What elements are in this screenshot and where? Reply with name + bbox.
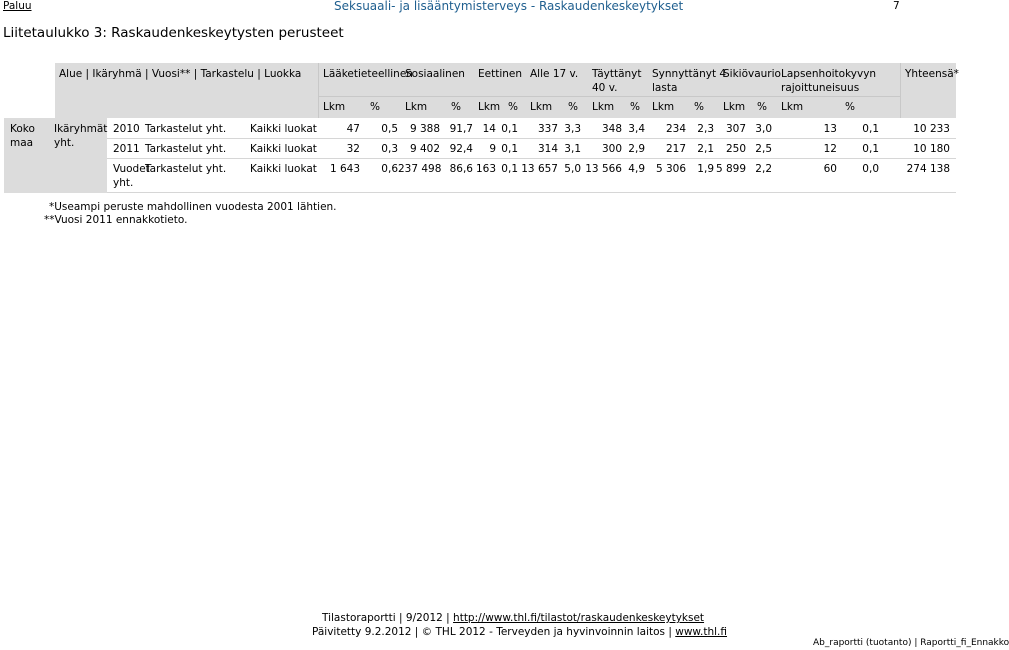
col-header-synnyttanyt-line2: lasta [652,82,678,94]
col-header-tayttanyt-40: Täyttänyt [592,68,642,80]
cell-value: 234 [665,123,686,135]
page-title: Liitetaulukko 3: Raskaudenkeskeytysten perusteet [3,25,344,41]
cell-value: 0,1 [501,163,518,175]
row-view: Tarkastelut yht. [145,143,227,155]
cell-value: 4,9 [628,163,645,175]
row-class: Kaikki luokat [250,143,317,155]
row-year: 2010 [113,123,140,135]
cell-value: 5 306 [655,163,686,175]
cell-value: 13 566 [585,163,622,175]
row-class: Kaikki luokat [250,123,317,135]
cell-value: 300 [601,143,622,155]
header-divider [900,63,901,118]
cell-value: 1 643 [329,163,360,175]
row-divider [107,138,956,139]
subheader-lkm: Lkm [323,101,346,113]
cell-value: 3,1 [564,143,581,155]
col-header-lapsenhoitokyky: Lapsenhoitokyvyn [781,68,877,80]
cell-value: 86,6 [449,163,473,175]
cell-value: 2,5 [755,143,772,155]
age-group-label: Ikäryhmät [54,123,108,135]
cell-value: 2,9 [628,143,645,155]
cell-total: 274 138 [906,163,950,175]
cell-value: 163 [475,163,496,175]
subheader-pct: % [630,101,640,113]
back-link[interactable]: Paluu [3,0,32,12]
footer-updated-info: Päivitetty 9.2.2012 | © THL 2012 - Terveyden ja hyvinvoinnin laitos | [312,626,676,638]
cell-value: 2,2 [755,163,772,175]
cell-value: 250 [725,143,746,155]
cell-value: 0,3 [381,143,398,155]
subheader-lkm: Lkm [723,101,746,113]
page-subtitle: Seksuaali- ja lisääntymisterveys - Raskaudenkeskeytykset [334,0,684,13]
footnote-preliminary: **Vuosi 2011 ennakkotieto. [44,214,188,226]
footer-report-id: Ab_raportti (tuotanto) | Raportti_fi_Ennakko [813,638,1009,648]
cell-value: 0,1 [862,143,879,155]
header-divider [318,63,319,118]
cell-value: 13 [823,123,837,135]
row-divider [107,192,956,193]
cell-value: 307 [725,123,746,135]
subheader-lkm: Lkm [652,101,675,113]
col-header-yhteensa: Yhteensä* [905,68,959,80]
cell-value: 32 [346,143,360,155]
cell-total: 10 233 [913,123,950,135]
col-header-alle-17: Alle 17 v. [530,68,579,80]
footer-stats-link[interactable]: http://www.thl.fi/tilastot/raskaudenkeskeytykset [453,612,705,624]
subheader-pct: % [568,101,578,113]
col-header-sosiaalinen: Sosiaalinen [405,68,465,80]
cell-value: 12 [823,143,837,155]
subheader-pct: % [757,101,767,113]
cell-value: 2,3 [697,123,714,135]
footer-line-2 [312,626,727,638]
cell-value: 5,0 [564,163,581,175]
cell-value: 5 899 [715,163,746,175]
col-header-tayttanyt-40-line2: 40 v. [592,82,618,94]
row-year-line2: yht. [113,177,134,189]
col-header-synnyttanyt: Synnyttänyt 4 [652,68,727,80]
cell-value: 92,4 [449,143,473,155]
footnote-multiple-grounds: *Useampi peruste mahdollinen vuodesta 2001 lähtien. [49,201,337,213]
row-class: Kaikki luokat [250,163,317,175]
dimension-header: Alue | Ikäryhmä | Vuosi** | Tarkastelu | Luokka [59,68,302,80]
area-label-line2: maa [10,137,34,149]
cell-value: 0,5 [381,123,398,135]
subheader-pct: % [508,101,518,113]
row-view: Tarkastelut yht. [145,123,227,135]
cell-value: 2,1 [697,143,714,155]
cell-value: 0,1 [501,123,518,135]
cell-value: 60 [823,163,837,175]
col-header-eettinen: Eettinen [478,68,523,80]
cell-value: 237 498 [398,163,442,175]
cell-value: 0,6 [381,163,398,175]
cell-total: 10 180 [913,143,950,155]
header-divider [318,96,900,97]
cell-value: 3,4 [628,123,645,135]
cell-value: 47 [346,123,360,135]
cell-value: 3,3 [564,123,581,135]
cell-value: 9 [489,143,496,155]
subheader-lkm: Lkm [405,101,428,113]
subheader-pct: % [845,101,855,113]
age-group-label-line2: yht. [54,137,75,149]
subheader-lkm: Lkm [592,101,615,113]
subheader-pct: % [370,101,380,113]
col-header-sikiovaurio: Sikiövaurio [723,68,781,80]
cell-value: 0,1 [862,123,879,135]
subheader-pct: % [694,101,704,113]
row-year: Vuodet [113,163,150,175]
area-label: Koko [10,123,35,135]
page-number: 7 [893,0,900,12]
row-view: Tarkastelut yht. [145,163,227,175]
footer-thl-link[interactable]: www.thl.fi [675,626,728,638]
cell-value: 9 388 [409,123,440,135]
cell-value: 14 [482,123,496,135]
cell-value: 91,7 [449,123,473,135]
cell-value: 0,0 [862,163,879,175]
cell-value: 13 657 [521,163,558,175]
subheader-lkm: Lkm [478,101,501,113]
footer-line-1 [322,612,704,624]
cell-value: 1,9 [697,163,714,175]
cell-value: 3,0 [755,123,772,135]
cell-value: 314 [537,143,558,155]
row-divider [107,158,956,159]
footer-report-info: Tilastoraportti | 9/2012 | [322,612,454,624]
subheader-lkm: Lkm [781,101,804,113]
cell-value: 348 [601,123,622,135]
cell-value: 9 402 [409,143,440,155]
cell-value: 0,1 [501,143,518,155]
col-header-laaketieteellinen: Lääketieteellinen [323,68,413,80]
cell-value: 337 [537,123,558,135]
col-header-lapsenhoitokyky-line2: rajoittuneisuus [781,82,860,94]
row-year: 2011 [113,143,140,155]
cell-value: 217 [665,143,686,155]
subheader-lkm: Lkm [530,101,553,113]
subheader-pct: % [451,101,461,113]
